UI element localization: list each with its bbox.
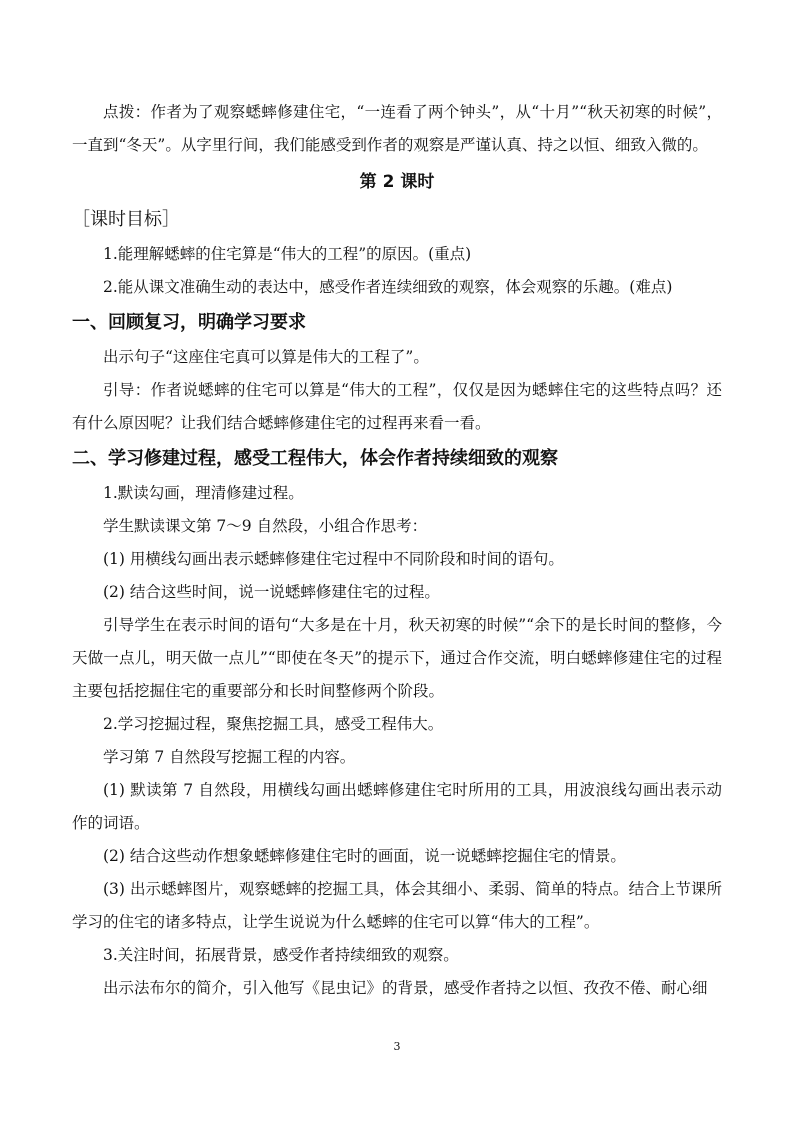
goal-item-1: 1.能理解蟋蟀的住宅算是“伟大的工程”的原因。(重点): [103, 245, 472, 263]
paragraph: 2.学习挖掘过程，聚焦挖掘工具，感受工程伟大。: [103, 715, 444, 733]
paragraph: 引导：作者说蟋蟀的住宅可以算是“伟大的工程”，仅仅是因为蟋蟀住宅的这些特点吗？还有什么原因呢？让我们结合蟋蟀修建住宅的过程再来看一看。: [72, 381, 722, 432]
paragraph: 引导学生在表示时间的语句“大多是在十月，秋天初寒的时候”“余下的是长时间的整修，今天做一点儿，明天做一点儿”“即使在冬天”的提示下，通过合作交流，明白蟋蟀修建住宅的过程主要包括挖掘住宅的重要部分和长时间整修两个阶段。: [72, 616, 722, 700]
paragraph: 出示法布尔的简介，引入他写《昆虫记》的背景，感受作者持之以恒、孜孜不倦、耐心细: [103, 979, 708, 997]
paragraph: (2) 结合这些动作想象蟋蟀修建住宅时的画面，说一说蟋蟀挖掘住宅的情景。: [103, 847, 626, 865]
paragraph: (3) 出示蟋蟀图片，观察蟋蟀的挖掘工具，体会其细小、柔弱、简单的特点。结合上节课所学习的住宅的诸多特点，让学生说说为什么蟋蟀的住宅可以算“伟大的工程”。: [72, 880, 722, 931]
paragraph: 学生默读课文第 7～9 自然段，小组合作思考：: [103, 517, 428, 535]
paragraph: (1) 默读第 7 自然段，用横线勾画出蟋蟀修建住宅时所用的工具，用波浪线勾画出表示动作的词语。: [72, 781, 722, 832]
section-heading-1: 一、回顾复习，明确学习要求: [72, 312, 306, 333]
paragraph: 出示句子“这座住宅真可以算是伟大的工程了”。: [103, 348, 429, 366]
section-heading-2: 二、学习修建过程，感受工程伟大，体会作者持续细致的观察: [72, 448, 558, 469]
page-number: 3: [393, 1040, 401, 1053]
paragraph: 学习第 7 自然段写挖掘工程的内容。: [103, 748, 356, 766]
paragraph: 1.默读勾画，理清修建过程。: [103, 484, 304, 502]
document-body: [72, 96, 722, 1005]
hint-paragraph: 点拨：作者为了观察蟋蟀修建住宅，“一连看了两个钟头”，从“十月”“秋天初寒的时候”，一直到“冬天”。从字里行间，我们能感受到作者的观察是严谨认真、持之以恒、细致入微的。: [72, 103, 722, 154]
lesson-title: 第 2 课时: [359, 172, 435, 192]
paragraph: (1) 用横线勾画出表示蟋蟀修建住宅过程中不同阶段和时间的语句。: [103, 550, 564, 568]
goals-heading: ［课时目标］: [72, 209, 180, 230]
paragraph: (2) 结合这些时间，说一说蟋蟀修建住宅的过程。: [103, 583, 440, 601]
paragraph: 3.关注时间，拓展背景，感受作者持续细致的观察。: [103, 946, 459, 964]
goal-item-2: 2.能从课文准确生动的表达中，感受作者连续细致的观察，体会观察的乐趣。(难点): [103, 278, 673, 296]
